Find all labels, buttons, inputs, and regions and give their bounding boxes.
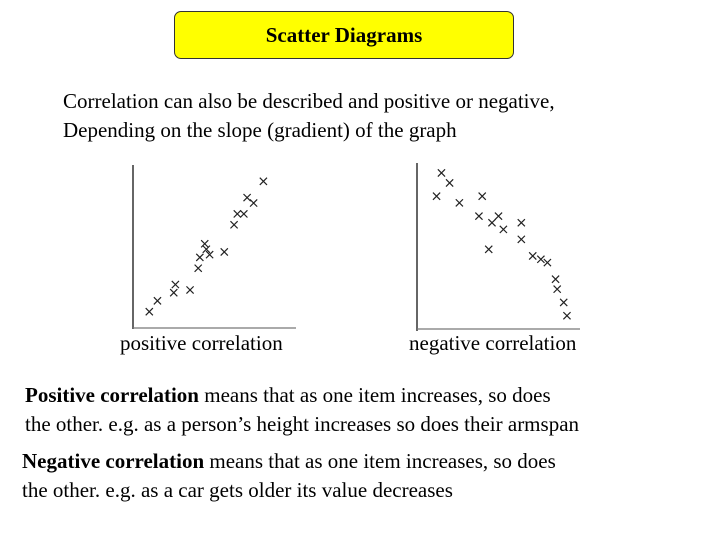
intro-line-2: Depending on the slope (gradient) of the graph [63,118,457,142]
negative-data-point [537,256,544,263]
negative-data-point [529,252,536,259]
negative-data-point [544,259,551,266]
negative-data-point [552,276,559,283]
positive-example: the other. e.g. as a person’s height increases so does their armspan [25,412,580,436]
positive-term: Positive correlation [25,383,199,407]
negative-definition: means that as one item increases, so does [204,449,556,473]
positive-data-point [201,240,208,247]
positive-explanation-line-1 [25,381,579,410]
negative-data-point [554,286,561,293]
negative-data-point [475,213,482,220]
positive-data-point [240,210,247,217]
positive-data-point [146,308,153,315]
positive-data-point [154,297,161,304]
positive-data-point [172,281,179,288]
negative-term: Negative correlation [22,449,205,473]
negative-data-point [446,179,453,186]
negative-data-point [488,219,495,226]
negative-explanation [22,447,556,505]
negative-data-point [518,236,525,243]
negative-data-point [518,219,525,226]
positive-data-point [221,248,228,255]
positive-data-point [195,265,202,272]
negative-data-point [433,193,440,200]
negative-data-point [438,169,445,176]
negative-data-point [560,299,567,306]
positive-data-point [250,199,257,206]
negative-data-point [563,312,570,319]
negative-data-point [456,199,463,206]
positive-definition: means that as one item increases, so does [198,383,551,407]
positive-explanation [25,381,579,439]
positive-data-point [186,286,193,293]
positive-data-point [230,221,237,228]
negative-explanation-line-1 [22,447,556,476]
negative-scatter-plot [417,163,580,331]
positive-data-point [244,194,251,201]
page-title: Scatter Diagrams [265,22,423,47]
positive-data-point [260,178,267,185]
positive-data-point [196,254,203,261]
positive-scatter-plot [133,165,296,329]
negative-caption: negative correlation [409,331,577,355]
negative-data-point [495,213,502,220]
negative-data-point [479,193,486,200]
negative-data-point [485,246,492,253]
negative-data-point [500,226,507,233]
intro-line-1: Correlation can also be described and positive or negative, [63,89,555,113]
positive-data-point [234,210,241,217]
positive-caption: positive correlation [120,331,283,355]
positive-data-point [170,289,177,296]
negative-example: the other. e.g. as a car gets older its value decreases [22,478,453,502]
